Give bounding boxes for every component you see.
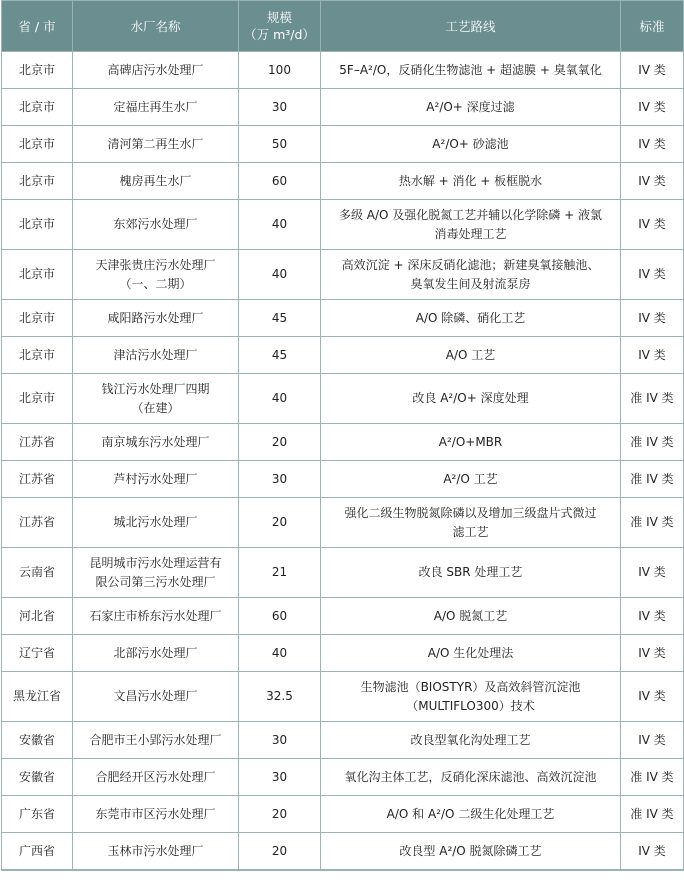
process-cell-line: A/O 除磷、硝化工艺 xyxy=(415,310,526,325)
province-cell: 北京市 xyxy=(2,126,73,163)
table-row xyxy=(2,126,684,163)
province-cell: 广东省 xyxy=(2,796,73,833)
scale-cell: 20 xyxy=(239,498,321,548)
standard-cell: IV 类 xyxy=(621,52,684,89)
standard-cell: 准 IV 类 xyxy=(621,796,684,833)
plant-name-cell-line: 城北污水处理厂 xyxy=(113,515,198,529)
process-cell-line: 臭氧发生间及射流泵房 xyxy=(410,276,531,291)
plant-name-cell xyxy=(73,250,239,300)
scale-cell: 45 xyxy=(239,337,321,374)
standard-cell: 准 IV 类 xyxy=(621,498,684,548)
process-cell xyxy=(321,250,621,300)
table-row xyxy=(2,759,684,796)
plant-name-cell-line: 天津张贵庄污水处理厂 xyxy=(95,257,216,272)
scale-cell: 30 xyxy=(239,89,321,126)
table-row xyxy=(2,598,684,635)
process-cell xyxy=(321,424,621,461)
plant-name-cell xyxy=(73,498,239,548)
province-cell: 北京市 xyxy=(2,52,73,89)
scale-cell: 40 xyxy=(239,635,321,672)
standard-cell: IV 类 xyxy=(621,598,684,635)
plant-name-cell xyxy=(73,833,239,871)
process-cell xyxy=(321,374,621,424)
province-cell: 江苏省 xyxy=(2,498,73,548)
province-cell: 北京市 xyxy=(2,300,73,337)
table-body xyxy=(2,52,684,871)
plant-name-cell xyxy=(73,126,239,163)
province-cell: 安徽省 xyxy=(2,722,73,759)
province-cell: 北京市 xyxy=(2,374,73,424)
process-cell-line: A/O 脱氮工艺 xyxy=(433,608,508,623)
table-row xyxy=(2,498,684,548)
header-process: 工艺路线 xyxy=(321,1,621,52)
plant-name-cell-line: 合肥经开区污水处理厂 xyxy=(95,769,216,784)
table-row xyxy=(2,374,684,424)
plant-name-cell-line: 清河第二再生水厂 xyxy=(107,136,204,151)
plant-name-cell-line: （在建） xyxy=(131,400,180,415)
table-row xyxy=(2,89,684,126)
standard-cell: IV 类 xyxy=(621,250,684,300)
table-row xyxy=(2,200,684,250)
process-cell-line: A/O 工艺 xyxy=(445,347,496,362)
standard-cell: 准 IV 类 xyxy=(621,374,684,424)
process-cell-line: 氧化沟主体工艺，反硝化深床滤池、高效沉淀池 xyxy=(344,769,597,784)
scale-cell: 30 xyxy=(239,722,321,759)
scale-cell: 60 xyxy=(239,598,321,635)
process-cell-line: 改良 SBR 处理工艺 xyxy=(418,565,523,579)
province-cell: 江苏省 xyxy=(2,424,73,461)
scale-cell: 40 xyxy=(239,374,321,424)
province-cell: 江苏省 xyxy=(2,461,73,498)
scale-cell: 32.5 xyxy=(239,672,321,722)
plant-name-cell-line: 咸阳路污水处理厂 xyxy=(107,310,204,325)
scale-cell: 30 xyxy=(239,759,321,796)
province-cell: 北京市 xyxy=(2,200,73,250)
standard-cell: IV 类 xyxy=(621,722,684,759)
province-cell: 北京市 xyxy=(2,89,73,126)
plant-name-cell xyxy=(73,796,239,833)
plant-name-cell xyxy=(73,89,239,126)
scale-cell: 20 xyxy=(239,833,321,871)
process-cell xyxy=(321,759,621,796)
process-cell xyxy=(321,672,621,722)
province-cell: 黑龙江省 xyxy=(2,672,73,722)
plant-name-cell-line: 玉林市污水处理厂 xyxy=(107,843,204,858)
standard-cell: IV 类 xyxy=(621,300,684,337)
plant-name-cell-line: 限公司第三污水处理厂 xyxy=(95,574,216,589)
scale-cell: 20 xyxy=(239,796,321,833)
standard-cell: 准 IV 类 xyxy=(621,424,684,461)
plant-name-cell-line: 槐房再生水厂 xyxy=(119,173,192,188)
header-plant-name: 水厂名称 xyxy=(73,1,239,52)
table-row xyxy=(2,461,684,498)
process-cell xyxy=(321,498,621,548)
table-header xyxy=(2,1,684,52)
plant-name-cell xyxy=(73,759,239,796)
table-row xyxy=(2,548,684,598)
table-row xyxy=(2,672,684,722)
scale-cell: 30 xyxy=(239,461,321,498)
scale-cell: 40 xyxy=(239,200,321,250)
process-cell-line: 高效沉淀 + 深床反硝化滤池；新建臭氧接触池、 xyxy=(341,257,600,272)
plant-name-cell xyxy=(73,300,239,337)
process-cell xyxy=(321,833,621,871)
standard-cell: IV 类 xyxy=(621,635,684,672)
table-row xyxy=(2,163,684,200)
scale-cell: 60 xyxy=(239,163,321,200)
plant-name-cell xyxy=(73,548,239,598)
plant-name-cell-line: 南京城东污水处理厂 xyxy=(101,434,210,449)
table-row xyxy=(2,52,684,89)
process-cell-line: 改良 A²/O+ 深度处理 xyxy=(412,391,529,405)
scale-cell: 20 xyxy=(239,424,321,461)
process-cell-line: A²/O 工艺 xyxy=(443,471,498,486)
header-scale-line2: （万 m³/d） xyxy=(244,27,315,42)
process-cell-line: 强化二级生物脱氮除磷以及增加三级盘片式微过 xyxy=(344,505,597,520)
process-cell-line: （MULTIFLO300）技术 xyxy=(406,698,535,713)
table-row xyxy=(2,722,684,759)
province-cell: 北京市 xyxy=(2,337,73,374)
process-cell-line: A²/O+ 深度过滤 xyxy=(426,99,515,114)
standard-cell: IV 类 xyxy=(621,337,684,374)
plant-name-cell-line: 津沽污水处理厂 xyxy=(113,347,198,362)
table-row xyxy=(2,796,684,833)
process-cell-line: 改良型氧化沟处理工艺 xyxy=(410,732,531,747)
scale-cell: 40 xyxy=(239,250,321,300)
wastewater-plant-table xyxy=(1,0,684,871)
standard-cell: IV 类 xyxy=(621,126,684,163)
process-cell xyxy=(321,722,621,759)
process-cell xyxy=(321,598,621,635)
process-cell-line: 生物滤池（BIOSTYR）及高效斜管沉淀池 xyxy=(360,679,581,694)
standard-cell: IV 类 xyxy=(621,672,684,722)
plant-name-cell xyxy=(73,52,239,89)
process-cell-line: 消毒处理工艺 xyxy=(434,226,507,241)
table-row xyxy=(2,635,684,672)
standard-cell: IV 类 xyxy=(621,89,684,126)
plant-name-cell xyxy=(73,635,239,672)
plant-name-cell-line: 昆明城市污水处理运营有 xyxy=(89,555,222,570)
plant-name-cell xyxy=(73,461,239,498)
standard-cell: IV 类 xyxy=(621,200,684,250)
plant-name-cell xyxy=(73,722,239,759)
header-standard: 标准 xyxy=(621,1,684,52)
province-cell: 广西省 xyxy=(2,833,73,871)
process-cell xyxy=(321,796,621,833)
process-cell xyxy=(321,548,621,598)
process-cell-line: 多级 A/O 及强化脱氮工艺并辅以化学除磷 + 液氯 xyxy=(338,207,602,222)
plant-name-cell xyxy=(73,424,239,461)
plant-name-cell xyxy=(73,672,239,722)
process-cell xyxy=(321,300,621,337)
scale-cell: 45 xyxy=(239,300,321,337)
plant-name-cell xyxy=(73,200,239,250)
plant-name-cell xyxy=(73,598,239,635)
plant-name-cell-line: 北部污水处理厂 xyxy=(113,645,198,660)
province-cell: 河北省 xyxy=(2,598,73,635)
process-cell-line: 改良型 A²/O 脱氮除磷工艺 xyxy=(399,843,542,858)
province-cell: 北京市 xyxy=(2,250,73,300)
plant-name-cell-line: 文昌污水处理厂 xyxy=(113,689,198,703)
process-cell xyxy=(321,461,621,498)
process-cell xyxy=(321,52,621,89)
plant-name-cell-line: （一、二期） xyxy=(119,276,192,291)
standard-cell: IV 类 xyxy=(621,548,684,598)
standard-cell: 准 IV 类 xyxy=(621,759,684,796)
table-row xyxy=(2,833,684,871)
scale-cell: 50 xyxy=(239,126,321,163)
plant-name-cell xyxy=(73,337,239,374)
process-cell-line: 热水解 + 消化 + 板框脱水 xyxy=(398,173,543,188)
standard-cell: IV 类 xyxy=(621,163,684,200)
process-cell xyxy=(321,200,621,250)
plant-name-cell-line: 定福庄再生水厂 xyxy=(113,99,198,114)
process-cell-line: 滤工艺 xyxy=(452,524,489,539)
process-cell xyxy=(321,635,621,672)
table-row xyxy=(2,337,684,374)
table-row xyxy=(2,300,684,337)
table-row xyxy=(2,250,684,300)
process-cell-line: A²/O+ 砂滤池 xyxy=(432,136,509,151)
process-cell xyxy=(321,163,621,200)
plant-name-cell-line: 合肥市王小郢污水处理厂 xyxy=(89,732,222,747)
process-cell-line: A²/O+MBR xyxy=(438,434,503,449)
process-cell-line: A/O 和 A²/O 二级生化处理工艺 xyxy=(386,806,555,821)
process-cell xyxy=(321,89,621,126)
scale-cell: 21 xyxy=(239,548,321,598)
plant-name-cell-line: 高碑店污水处理厂 xyxy=(107,62,204,77)
plant-name-cell-line: 钱江污水处理厂四期 xyxy=(101,381,210,396)
standard-cell: IV 类 xyxy=(621,833,684,871)
scale-cell: 100 xyxy=(239,52,321,89)
plant-name-cell xyxy=(73,163,239,200)
plant-name-cell xyxy=(73,374,239,424)
header-scale-line1: 规模 xyxy=(266,10,292,25)
header-province: 省 / 市 xyxy=(2,1,73,52)
header-scale xyxy=(239,1,321,52)
province-cell: 北京市 xyxy=(2,163,73,200)
process-cell xyxy=(321,337,621,374)
province-cell: 云南省 xyxy=(2,548,73,598)
plant-name-cell-line: 芦村污水处理厂 xyxy=(113,471,198,486)
process-cell-line: 5F–A²/O，反硝化生物滤池 + 超滤膜 + 臭氧氧化 xyxy=(339,62,602,77)
process-cell xyxy=(321,126,621,163)
province-cell: 辽宁省 xyxy=(2,635,73,672)
header-row xyxy=(2,1,684,52)
plant-name-cell-line: 东莞市市区污水处理厂 xyxy=(95,806,216,821)
plant-name-cell-line: 东郊污水处理厂 xyxy=(113,217,198,231)
standard-cell: 准 IV 类 xyxy=(621,461,684,498)
plant-name-cell-line: 石家庄市桥东污水处理厂 xyxy=(89,608,222,623)
table-row xyxy=(2,424,684,461)
process-cell-line: A/O 生化处理法 xyxy=(427,645,514,660)
province-cell: 安徽省 xyxy=(2,759,73,796)
